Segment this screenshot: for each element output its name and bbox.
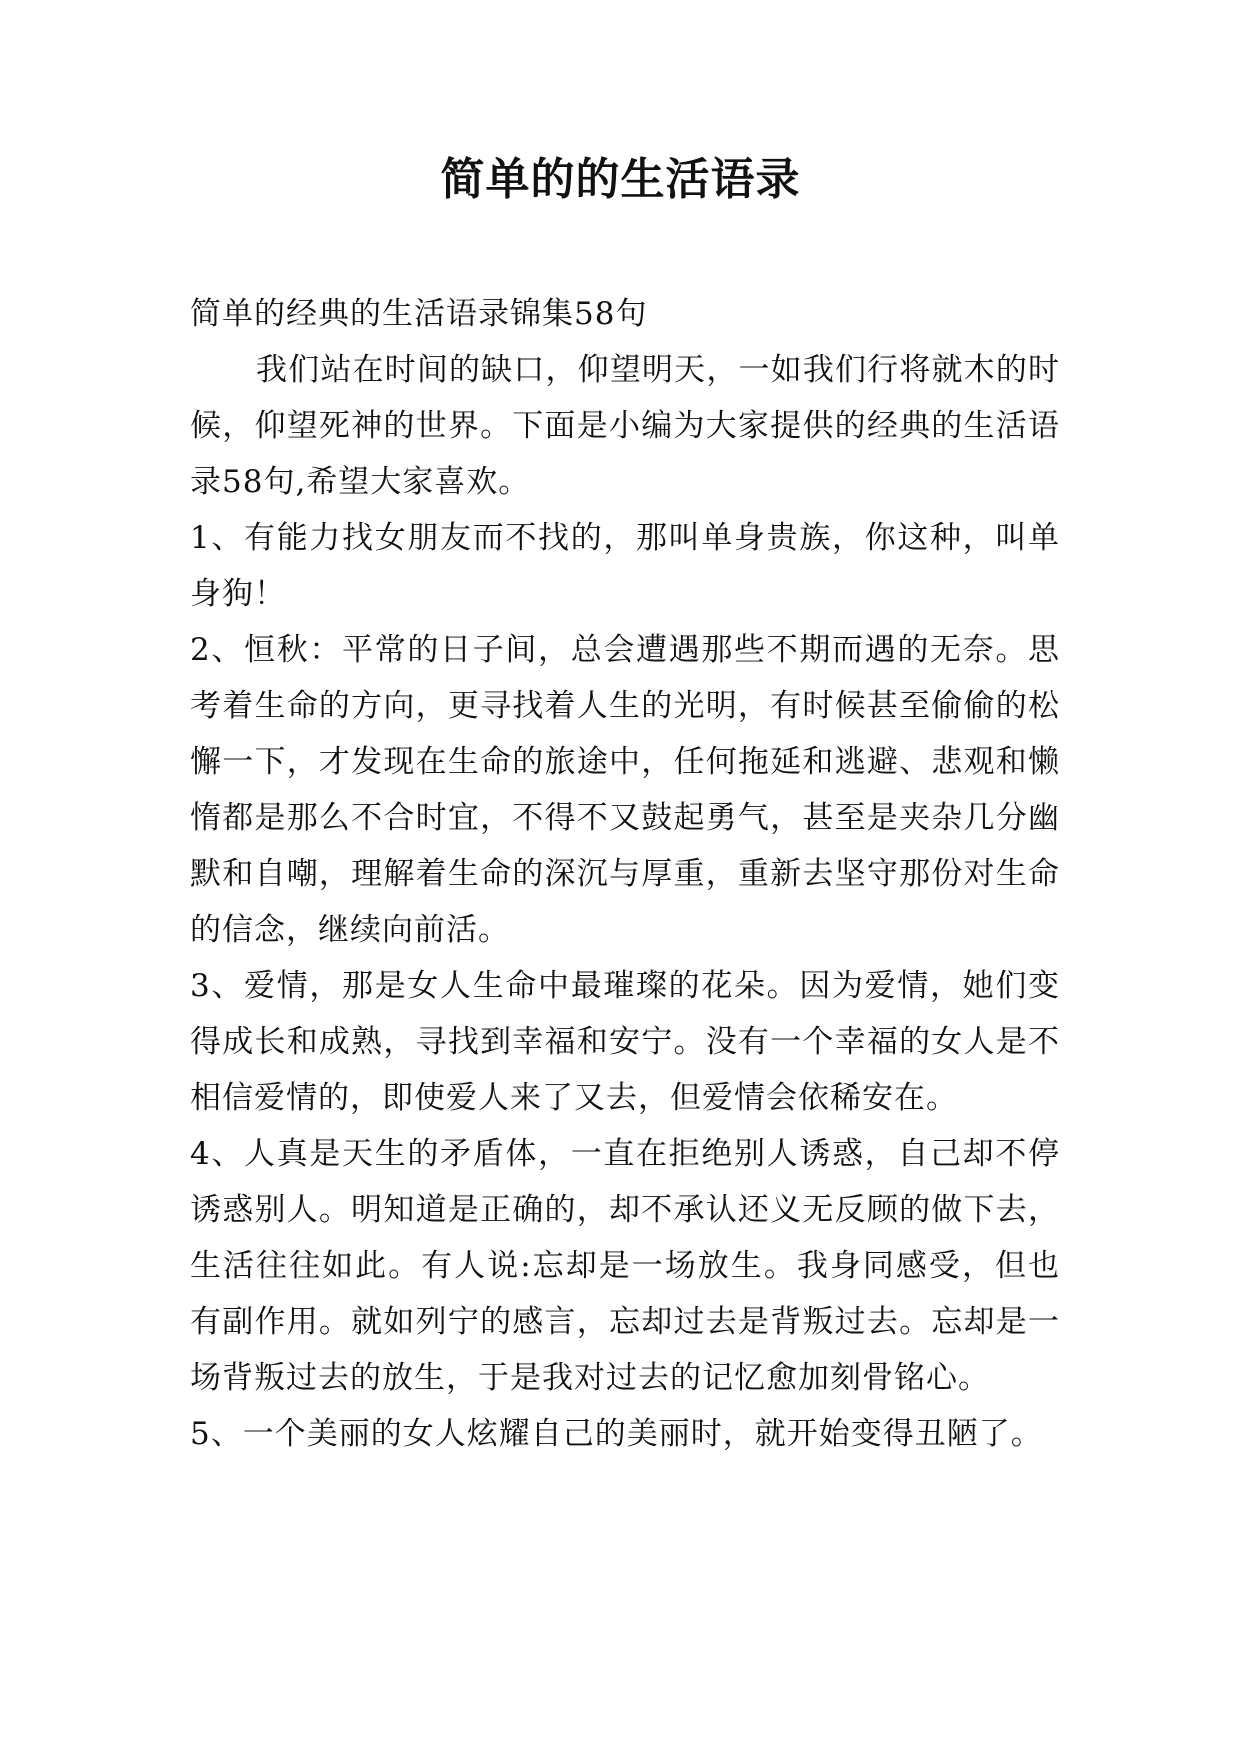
quote-paragraph-5: 5、一个美丽的女人炫耀自己的美丽时，就开始变得丑陋了。 xyxy=(190,1416,1043,1452)
quote-paragraph-1: 1、有能力找女朋友而不找的，那叫单身贵族，你这种，叫单身狗！ xyxy=(190,520,1060,612)
intro-paragraph: 我们站在时间的缺口，仰望明天，一如我们行将就木的时候，仰望死神的世界。下面是小编为大家提供的经典的生活语录58句,希望大家喜欢。 xyxy=(190,352,1060,500)
document-subtitle: 简单的经典的生活语录锦集58句 xyxy=(190,296,648,332)
page-title: 简单的的生活语录 xyxy=(440,154,801,205)
quote-paragraph-2: 2、恒秋：平常的日子间，总会遭遇那些不期而遇的无奈。思考着生命的方向，更寻找着人生的光明，有时候甚至偷偷的松懈一下，才发现在生命的旅途中，任何拖延和逃避、悲观和懒惰都是那么不合时宜，不得不又鼓起勇气，甚至是夹杂几分幽默和自嘲，理解着生命的深沉与厚重，重新去坚守那份对生命的信念，继续向前活。 xyxy=(190,632,1060,948)
document-body xyxy=(190,286,1060,1462)
quote-paragraph-3: 3、爱情，那是女人生命中最璀璨的花朵。因为爱情，她们变得成长和成熟，寻找到幸福和安宁。没有一个幸福的女人是不相信爱情的，即使爱人来了又去，但爱情会依稀安在。 xyxy=(190,968,1060,1116)
quote-paragraph-4: 4、人真是天生的矛盾体，一直在拒绝别人诱惑，自己却不停诱惑别人。明知道是正确的，却不承认还义无反顾的做下去，生活往往如此。有人说:忘却是一场放生。我身同感受，但也有副作用。就如列宁的感言，忘却过去是背叛过去。忘却是一场背叛过去的放生，于是我对过去的记忆愈加刻骨铭心。 xyxy=(190,1136,1060,1396)
